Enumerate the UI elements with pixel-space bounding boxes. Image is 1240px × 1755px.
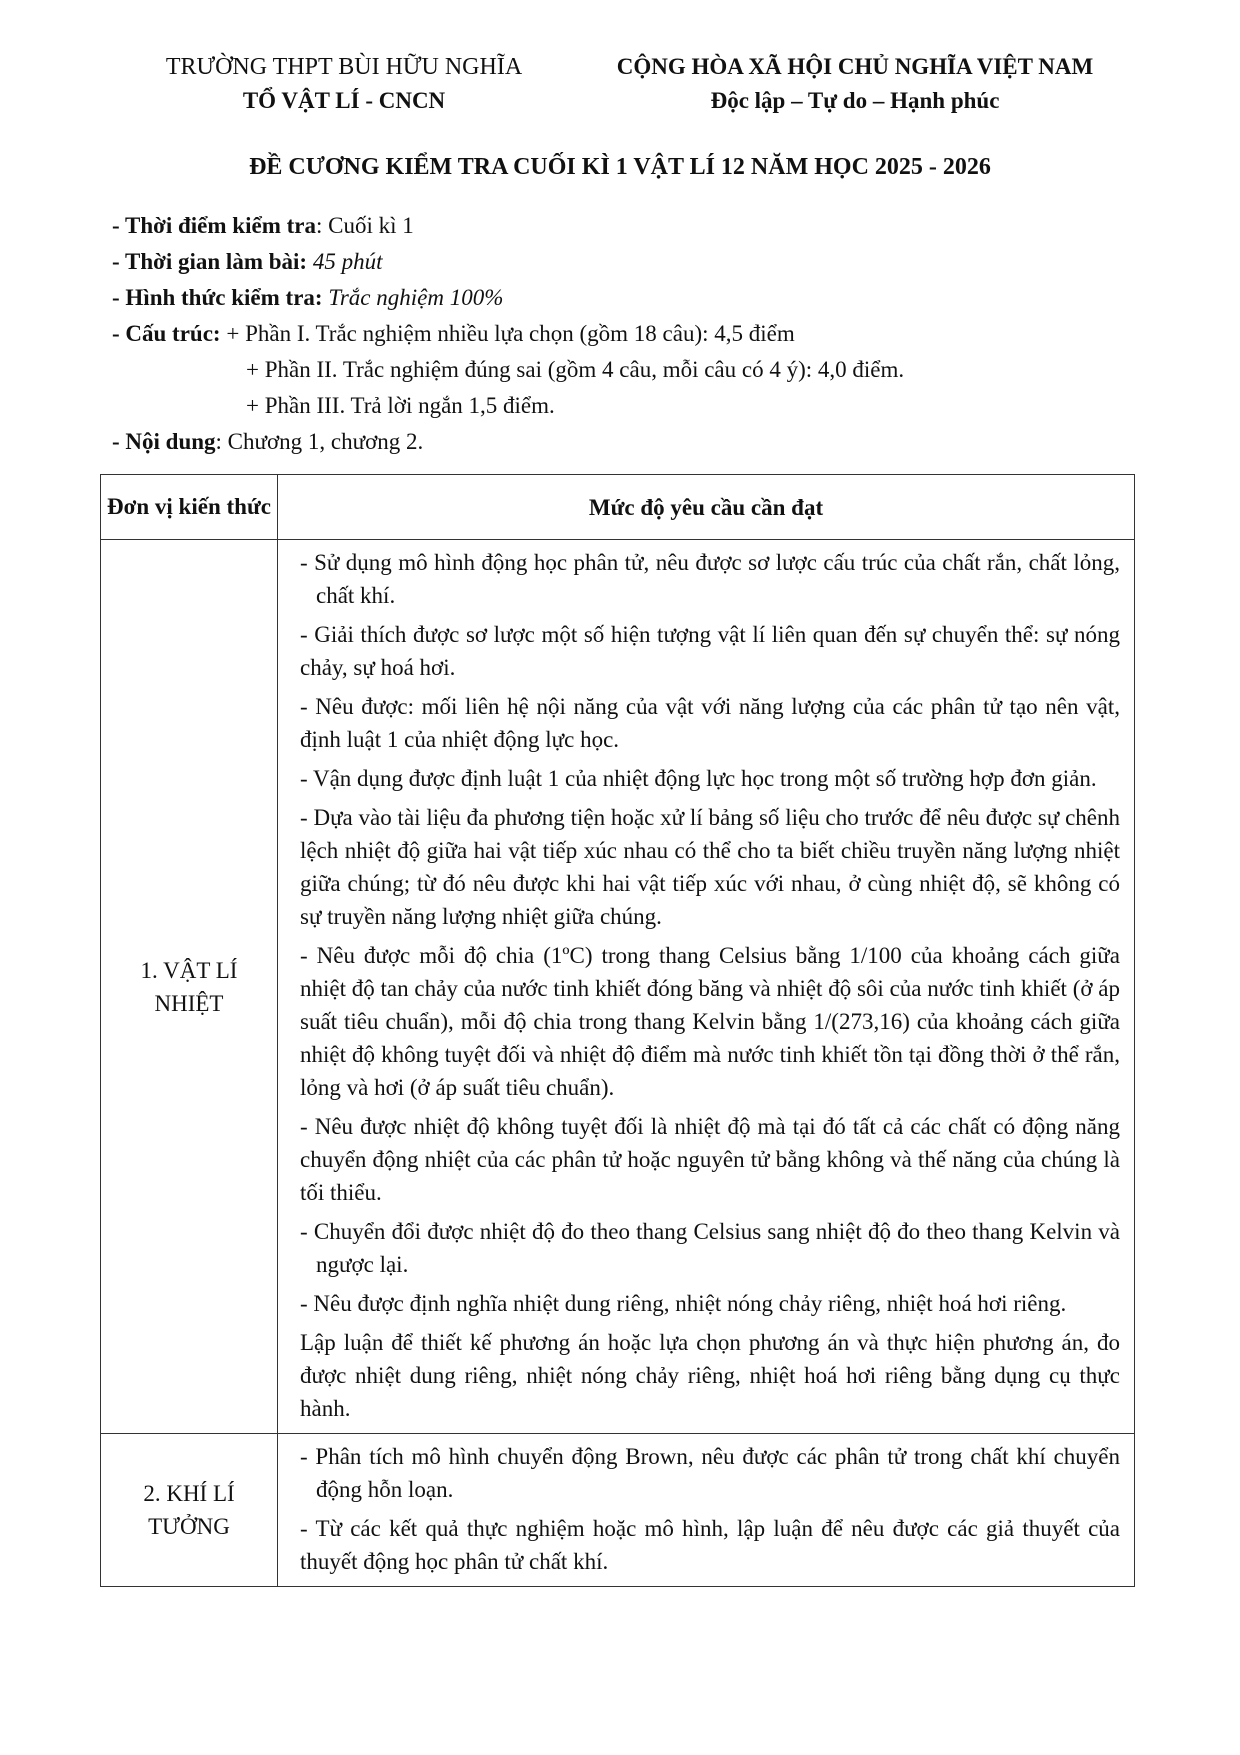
school-name: TRƯỜNG THPT BÙI HỮU NGHĨA [165,54,523,80]
requirement-item: - Vận dụng được định luật 1 của nhiệt động lực học trong một số trường hợp đơn giản. [300,766,1097,791]
structure-part-3: + Phần III. Trả lời ngắn 1,5 điểm. [246,393,555,418]
requirement-item: - Sử dụng mô hình động học phân tử, nêu được sơ lược cấu trúc của chất rắn, chất lỏng, chất khí. [300,550,1120,608]
exam-content-value: : Chương 1, chương 2. [215,429,424,454]
structure-part-1: + Phần I. Trắc nghiệm nhiều lựa chọn (gồm 18 câu): 4,5 điểm [220,321,795,346]
exam-structure-label: - Cấu trúc: [112,321,221,346]
requirement-item: - Chuyển đổi được nhiệt độ đo theo thang Celsius sang nhiệt độ đo theo thang Kelvin và ngược lại. [300,1219,1120,1277]
requirement-item: - Nêu được nhiệt độ không tuyệt đối là nhiệt độ mà tại đó tất cả các chất có động năng chuyển động nhiệt của các phân tử hoặc nguyên tử bằng không và thế năng của chúng là tối thiểu. [300,1114,1120,1205]
exam-content-label: - Nội dung [112,429,216,454]
national-block [560,50,1150,118]
exam-duration-row [112,244,1132,280]
table-row [101,540,1135,1434]
exam-time-label: - Thời điểm kiểm tra [112,213,316,238]
exam-form-label: - Hình thức kiểm tra: [112,285,323,310]
unit-cell: 1. VẬT LÍ NHIỆT [101,540,278,1434]
national-motto: Độc lập – Tự do – Hạnh phúc [710,88,1000,113]
header-knowledge-unit: Đơn vị kiến thức [101,475,278,540]
requirement-item: Lập luận để thiết kế phương án hoặc lựa chọn phương án và thực hiện phương án, đo được nhiệt dung riêng, nhiệt nóng chảy riêng, nhiệt hoá hơi riêng bằng dụng cụ thực hành. [300,1330,1120,1421]
exam-time-row [112,208,1132,244]
exam-form-row [112,280,1132,316]
structure-part-3-row [112,388,1132,424]
structure-part-2: + Phần II. Trắc nghiệm đúng sai (gồm 4 câu, mỗi câu có 4 ý): 4,0 điểm. [246,357,905,382]
exam-duration-label: - Thời gian làm bài: [112,249,308,274]
exam-time-value: : Cuối kì 1 [315,213,414,238]
school-block [134,50,554,118]
table-row [101,1434,1135,1587]
requirement-item: - Phân tích mô hình chuyển động Brown, nêu được các phân tử trong chất khí chuyển động hỗn loạn. [300,1444,1120,1502]
document-header [0,50,1240,122]
requirement-item: - Nêu được mỗi độ chia (1ºC) trong thang Celsius bằng 1/100 của khoảng cách giữa nhiệt độ tan chảy của nước tinh khiết đóng băng và nhiệt độ sôi của nước tinh khiết (ở áp suất tiêu chuẩn), mỗi độ chia trong thang Kelvin bằng 1/(273,16) của khoảng cách giữa nhiệt độ không tuyệt đối và nhiệt độ điểm mà nước tinh khiết tồn tại đồng thời ở thể rắn, lỏng và hơi (ở áp suất tiêu chuẩn). [300,943,1120,1100]
requirement-item: - Nêu được: mối liên hệ nội năng của vật với năng lượng của các phân tử tạo nên vật, định luật 1 của nhiệt động lực học. [300,694,1120,752]
requirements-cell [278,1434,1135,1587]
requirement-item: - Từ các kết quả thực nghiệm hoặc mô hình, lập luận để nêu được các giả thuyết của thuyết động học phân tử chất khí. [300,1516,1120,1574]
requirements-table [100,474,1135,1587]
header-requirement-level: Mức độ yêu cầu cần đạt [278,475,1135,540]
requirement-item: - Dựa vào tài liệu đa phương tiện hoặc xử lí bảng số liệu cho trước để nêu được sự chênh lệch nhiệt độ giữa hai vật tiếp xúc nhau có thể cho ta biết chiều truyền năng lượng nhiệt giữa chúng; từ đó nêu được khi hai vật tiếp xúc với nhau, ở cùng nhiệt độ, sẽ không có sự truyền năng lượng nhiệt giữa chúng. [300,805,1120,929]
exam-content-row [112,424,1132,460]
country-name: CỘNG HÒA XÃ HỘI CHỦ NGHĨA VIỆT NAM [616,54,1094,79]
structure-part-2-row [112,352,1132,388]
requirement-item: - Nêu được định nghĩa nhiệt dung riêng, nhiệt nóng chảy riêng, nhiệt hoá hơi riêng. [300,1291,1067,1316]
exam-duration-value: 45 phút [307,249,383,274]
table-header-row [101,475,1135,540]
requirement-item: - Giải thích được sơ lược một số hiện tượng vật lí liên quan đến sự chuyển thể: sự nóng chảy, sự hoá hơi. [300,622,1120,680]
department-name: TỔ VẬT LÍ - CNCN [242,88,446,113]
document-title: ĐỀ CƯƠNG KIỂM TRA CUỐI KÌ 1 VẬT LÍ 12 NĂM HỌC 2025 - 2026 [249,154,991,180]
exam-info [112,208,1132,460]
unit-cell: 2. KHÍ LÍ TƯỞNG [101,1434,278,1587]
exam-structure-row [112,316,1132,352]
requirements-cell [278,540,1135,1434]
exam-form-value: Trắc nghiệm 100% [322,285,504,310]
